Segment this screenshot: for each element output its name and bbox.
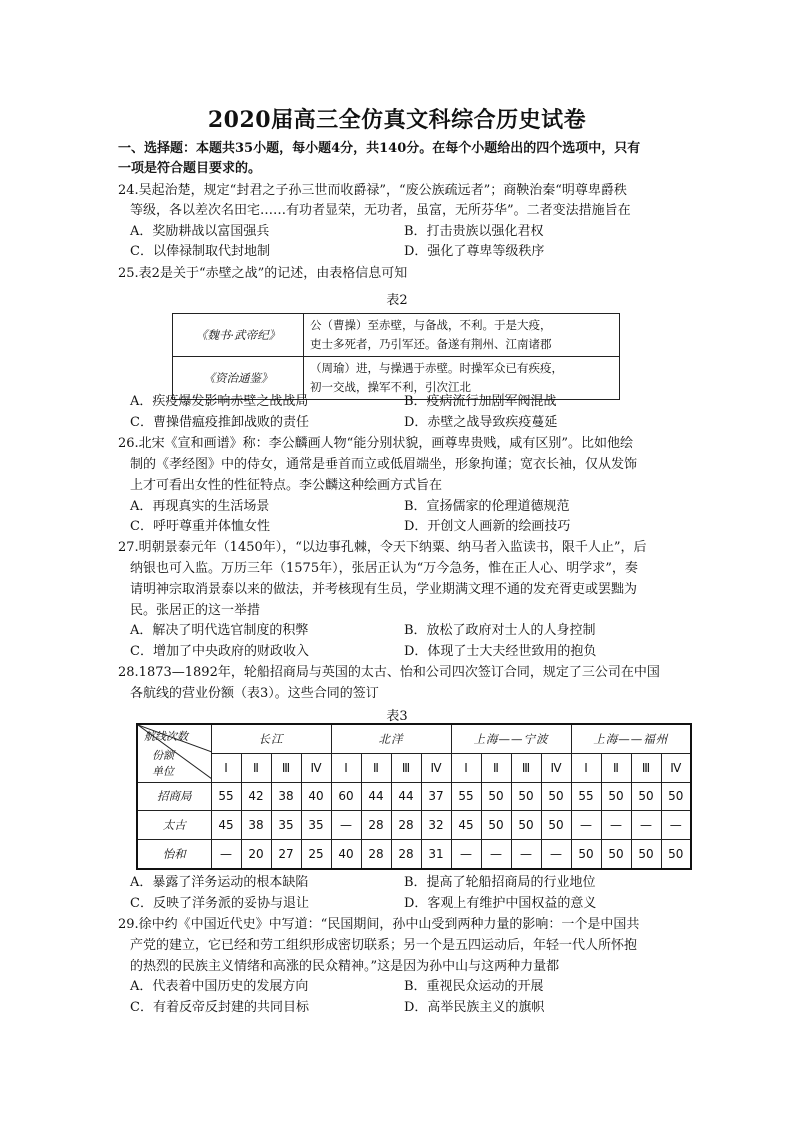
table2: [172, 313, 620, 400]
q25-option-c: C．曹操借瘟疫推卸战败的责任: [130, 415, 309, 430]
share-cell: 25: [301, 840, 331, 869]
company-name: 怡和: [137, 840, 211, 869]
table3: [136, 723, 692, 870]
q25-option-d: D．赤壁之战导致疾疫蔓延: [404, 415, 558, 430]
share-cell: 44: [361, 782, 391, 811]
route-header: 上海——宁波: [451, 724, 571, 753]
company-name: 太古: [137, 811, 211, 840]
round-header: Ⅲ: [631, 753, 661, 782]
share-cell: —: [511, 840, 541, 869]
round-header: Ⅳ: [661, 753, 691, 782]
share-cell: 32: [421, 811, 451, 840]
round-header: Ⅲ: [271, 753, 301, 782]
table2-text-line: 初一交战，操军不利，引次江北: [310, 380, 471, 394]
share-cell: 50: [631, 840, 661, 869]
share-cell: 50: [631, 782, 661, 811]
table-row: [137, 811, 691, 840]
share-cell: 38: [241, 811, 271, 840]
q28-stem-line: 28.1873—1892年，轮船招商局与英国的太古、怡和公司四次签订合同，规定了三公司在中国: [118, 665, 660, 680]
header-unit: 单位: [152, 765, 174, 778]
share-cell: 40: [331, 840, 361, 869]
share-cell: —: [661, 811, 691, 840]
share-cell: 40: [301, 782, 331, 811]
share-cell: 55: [211, 782, 241, 811]
share-cell: 28: [361, 840, 391, 869]
table-row: [137, 753, 691, 782]
share-cell: —: [631, 811, 661, 840]
q29-stem-line: 的热烈的民族主义情绪和高涨的民众精神。”这是因为孙中山与这两种力量都: [130, 959, 560, 974]
share-cell: 31: [421, 840, 451, 869]
q27-stem-line: 民。张居正的这一举措: [130, 603, 261, 618]
q27-stem-line: 27.明朝景泰元年（1450年），“以边事孔棘，令天下纳粟、纳马者入监读书，限千人止”，后: [118, 540, 647, 555]
table-row: [137, 724, 691, 753]
share-cell: 28: [361, 811, 391, 840]
share-cell: 55: [451, 782, 481, 811]
share-cell: —: [541, 840, 571, 869]
table3-body: [137, 782, 691, 869]
company-name: 招商局: [137, 782, 211, 811]
round-header: Ⅱ: [601, 753, 631, 782]
table2-source: 《魏书·武帝纪》: [173, 314, 304, 357]
q28-option-d: D．客观上有维护中国权益的意义: [404, 896, 597, 911]
q24-stem-line: 24.吴起治楚，规定“封君之子孙三世而收爵禄”，“废公族疏远者”；商鞅治秦“明尊卑爵秩: [118, 183, 627, 198]
table3-caption: 表3: [386, 709, 408, 724]
q24-option-b: B．打击贵族以强化君权: [404, 224, 544, 239]
table2-text-line: 公（曹操）至赤壁，与备战，不利。于是大疫，: [310, 318, 552, 332]
share-cell: 28: [391, 840, 421, 869]
q27-option-d: D．体现了士大夫经世致用的抱负: [404, 644, 597, 659]
q29-stem-line: 产党的建立，它已经和劳工组织形成密切联系；另一个是五四运动后，年轻一代人所怀抱: [130, 938, 638, 953]
table2-text-line: 吏士多死者，乃引军还。备遂有荆州、江南诸郡: [310, 337, 552, 351]
share-cell: 60: [331, 782, 361, 811]
q24-option-d: D．强化了尊卑等级秩序: [404, 244, 545, 259]
q26-option-d: D．开创文人画新的绘画技巧: [404, 519, 571, 534]
section-instructions: 一、选择题：本题共35小题，每小题4分，共140分。在每个小题给出的四个选项中，只有: [118, 141, 641, 156]
round-header: Ⅲ: [511, 753, 541, 782]
q27-stem-line: 请明神宗取消景泰以来的做法，并考核现有生员，学业期满文理不通的发充胥吏或罢黜为: [130, 582, 638, 597]
q26-option-a: A．再现真实的生活场景: [130, 499, 270, 514]
section-instructions-cont: 一项是符合题目要求的。: [118, 161, 262, 176]
round-header: Ⅰ: [571, 753, 601, 782]
q26-stem-line: 26.北宋《宣和画谱》称：李公麟画人物“能分别状貌，画尊卑贵贱，咸有区别”。比如他绘: [118, 436, 633, 451]
share-cell: —: [211, 840, 241, 869]
share-cell: —: [571, 811, 601, 840]
share-cell: 50: [661, 840, 691, 869]
share-cell: 50: [511, 782, 541, 811]
share-cell: 45: [211, 811, 241, 840]
share-cell: 50: [481, 811, 511, 840]
q25-option-b: B．疫病流行加剧军阀混战: [404, 394, 557, 409]
table-row: [137, 840, 691, 869]
q28-option-b: B．提高了轮船招商局的行业地位: [404, 875, 596, 890]
q28-option-c: C．反映了洋务派的妥协与退让: [130, 896, 309, 911]
header-route-round: 航线次数: [144, 730, 188, 743]
round-header: Ⅱ: [241, 753, 271, 782]
share-cell: 35: [271, 811, 301, 840]
share-cell: —: [451, 840, 481, 869]
share-cell: 50: [601, 782, 631, 811]
q25-option-a: A．疾疫爆发影响赤壁之战战局: [130, 394, 309, 409]
q29-option-d: D．高举民族主义的旗帜: [404, 1000, 545, 1015]
table-row: [137, 782, 691, 811]
q25-stem-line: 25.表2是关于“赤壁之战”的记述，由表格信息可知: [118, 266, 408, 281]
share-cell: 37: [421, 782, 451, 811]
round-header: Ⅰ: [451, 753, 481, 782]
q26-stem-line: 制的《孝经图》中的侍女，通常是垂首而立或低眉端坐，形象拘谨；宽衣长袖，仅从发饰: [130, 457, 638, 472]
table-row: [173, 314, 620, 357]
header-share: 份额: [152, 749, 174, 762]
share-cell: 50: [481, 782, 511, 811]
share-cell: 28: [391, 811, 421, 840]
round-header: Ⅱ: [361, 753, 391, 782]
share-cell: 27: [271, 840, 301, 869]
round-header: Ⅳ: [301, 753, 331, 782]
page-title: 2020届高三全仿真文科综合历史试卷: [207, 107, 587, 133]
share-cell: —: [601, 811, 631, 840]
q26-option-b: B．宣扬儒家的伦理道德规范: [404, 499, 570, 514]
share-cell: 44: [391, 782, 421, 811]
share-cell: 50: [571, 840, 601, 869]
q29-option-c: C．有着反帝反封建的共同目标: [130, 1000, 309, 1015]
q29-option-a: A．代表着中国历史的发展方向: [130, 979, 309, 994]
share-cell: 50: [661, 782, 691, 811]
table2-source: 《资治通鉴》: [173, 357, 304, 400]
q27-option-b: B．放松了政府对士人的人身控制: [404, 623, 596, 638]
q24-option-c: C．以俸禄制取代封地制: [130, 244, 270, 259]
q27-stem-line: 纳银也可入监。万历三年（1575年），张居正认为“万今急务，惟在正人心、明学求”，奏: [130, 561, 638, 576]
share-cell: 50: [541, 782, 571, 811]
q28-option-a: A．暴露了洋务运动的根本缺陷: [130, 875, 309, 890]
table2-text-line: （周瑜）进，与操遇于赤壁。时操军众已有疾疫，: [310, 361, 563, 375]
round-header: Ⅳ: [541, 753, 571, 782]
route-header: 北洋: [331, 724, 451, 753]
round-header: Ⅲ: [391, 753, 421, 782]
q26-stem-line: 上才可看出女性的性征特点。李公麟这种绘画方式旨在: [130, 478, 443, 493]
q24-stem-line: 等级，各以差次名田宅……有功者显荣，无功者，虽富，无所芬华”。二者变法措施旨在: [130, 203, 631, 218]
round-header: Ⅱ: [481, 753, 511, 782]
q29-stem-line: 29.徐中约《中国近代史》中写道：“民国期间，孙中山受到两种力量的影响：一个是中国共: [118, 917, 640, 932]
q27-option-a: A．解决了明代选官制度的积弊: [130, 623, 309, 638]
q26-option-c: C．呼吁尊重并体恤女性: [130, 519, 270, 534]
table3-diagonal-header: [137, 724, 211, 782]
q28-stem-line: 各航线的营业份额（表3）。这些合同的签订: [130, 686, 379, 701]
share-cell: —: [481, 840, 511, 869]
share-cell: 45: [451, 811, 481, 840]
route-header: 上海——福州: [571, 724, 691, 753]
q24-option-a: A．奖励耕战以富国强兵: [130, 224, 270, 239]
table2-text: [304, 314, 620, 357]
share-cell: —: [331, 811, 361, 840]
share-cell: 50: [511, 811, 541, 840]
round-header: Ⅳ: [421, 753, 451, 782]
round-header: Ⅰ: [211, 753, 241, 782]
share-cell: 55: [571, 782, 601, 811]
share-cell: 50: [541, 811, 571, 840]
q27-option-c: C．增加了中央政府的财政收入: [130, 644, 309, 659]
round-header: Ⅰ: [331, 753, 361, 782]
q29-option-b: B．重视民众运动的开展: [404, 979, 544, 994]
share-cell: 20: [241, 840, 271, 869]
share-cell: 50: [601, 840, 631, 869]
table2-caption: 表2: [386, 293, 408, 308]
route-header: 长江: [211, 724, 331, 753]
share-cell: 38: [271, 782, 301, 811]
share-cell: 42: [241, 782, 271, 811]
share-cell: 35: [301, 811, 331, 840]
